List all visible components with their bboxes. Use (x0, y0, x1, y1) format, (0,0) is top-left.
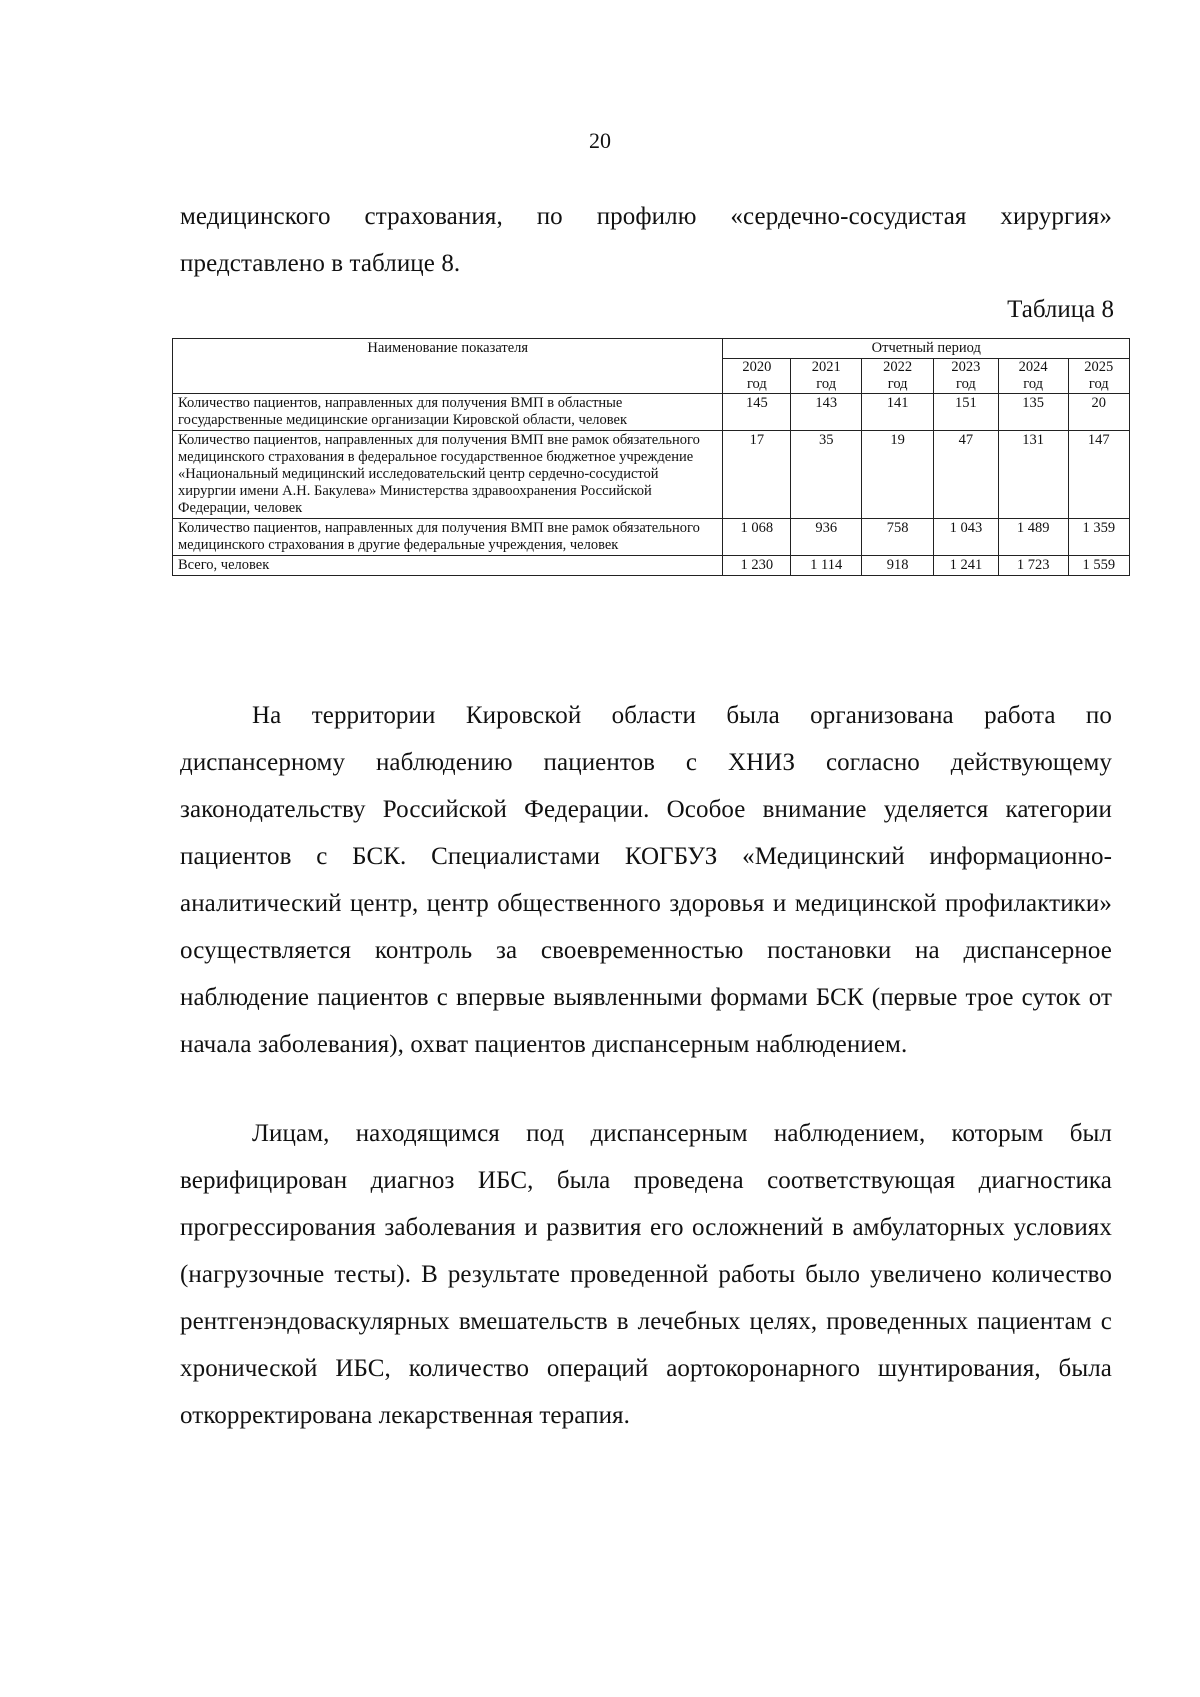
body-paragraph-1: На территории Кировской области была организована работа по диспансерному наблюдению пациентов с ХНИЗ согласно действующему законодательству Российской Федерации. Особое внимание уделяется категории пациентов с БСК. Специалистами КОГБУЗ «Медицинский информационно-аналитический центр, центр общественного здоровья и медицинской профилактики» осуществляется контроль за своевременностью постановки на диспансерное наблюдение пациентов с впервые выявленными формами БСК (первые трое суток от начала заболевания), охват пациентов диспансерным наблюдением. (180, 702, 1112, 1058)
row-label: Всего, человек (173, 556, 723, 576)
row-value: 918 (862, 556, 934, 576)
row-value: 1 241 (934, 556, 999, 576)
row-label: Количество пациентов, направленных для получения ВМП в областные государственные медицинские организации Кировской области, человек (173, 394, 723, 431)
row-value: 1 043 (934, 519, 999, 556)
row-value: 758 (862, 519, 934, 556)
row-value: 145 (723, 394, 791, 431)
year-header-2021: 2021 год (791, 359, 862, 394)
table-row (173, 519, 1130, 556)
row-value: 20 (1068, 394, 1129, 431)
header-indicator: Наименование показателя (173, 339, 723, 394)
body-paragraph-2: Лицам, находящимся под диспансерным наблюдением, которым был верифицирован диагноз ИБС, была проведена соответствующая диагностика прогрессирования заболевания и развития его осложнений в амбулаторных условиях (нагрузочные тесты). В результате проведенной работы было увеличено количество рентгенэндоваскулярных вмешательств в лечебных целях, проведенных пациентам с хронической ИБС, количество операций аортокоронарного шунтирования, была откорректирована лекарственная терапия. (180, 1120, 1112, 1429)
row-value: 1 230 (723, 556, 791, 576)
year-header-2022: 2022 год (862, 359, 934, 394)
header-period: Отчетный период (723, 339, 1130, 359)
year-header-2020: 2020 год (723, 359, 791, 394)
year-header-2025: 2025 год (1068, 359, 1129, 394)
row-label: Количество пациентов, направленных для получения ВМП вне рамок обязательного медицинского страхования в другие федеральные учреждения, человек (173, 519, 723, 556)
table-caption: Таблица 8 (1007, 296, 1114, 323)
year-header-2024: 2024 год (998, 359, 1068, 394)
row-value: 1 068 (723, 519, 791, 556)
row-value: 47 (934, 431, 999, 519)
page-number: 20 (589, 128, 611, 153)
row-value: 147 (1068, 431, 1129, 519)
row-value: 19 (862, 431, 934, 519)
row-value: 1 559 (1068, 556, 1129, 576)
row-value: 131 (998, 431, 1068, 519)
row-value: 1 359 (1068, 519, 1129, 556)
indicator-table (172, 338, 1130, 576)
table-total-row (173, 556, 1130, 576)
row-value: 1 723 (998, 556, 1068, 576)
intro-paragraph: медицинского страхования, по профилю «сердечно-сосудистая хирургия» представлено в таблице 8. (180, 203, 1112, 277)
table-header-row (173, 339, 1130, 359)
row-value: 1 489 (998, 519, 1068, 556)
row-value: 151 (934, 394, 999, 431)
row-value: 936 (791, 519, 862, 556)
table-row (173, 394, 1130, 431)
year-header-2023: 2023 год (934, 359, 999, 394)
row-value: 135 (998, 394, 1068, 431)
row-value: 143 (791, 394, 862, 431)
row-value: 1 114 (791, 556, 862, 576)
row-label: Количество пациентов, направленных для получения ВМП вне рамок обязательного медицинского страхования в федеральное государственное бюджетное учреждение «Национальный медицинский исследовательский центр сердечно-сосудистой хирургии имени А.Н. Бакулева» Министерства здравоохранения Российской Федерации, человек (173, 431, 723, 519)
row-value: 141 (862, 394, 934, 431)
table-row (173, 431, 1130, 519)
row-value: 35 (791, 431, 862, 519)
row-value: 17 (723, 431, 791, 519)
